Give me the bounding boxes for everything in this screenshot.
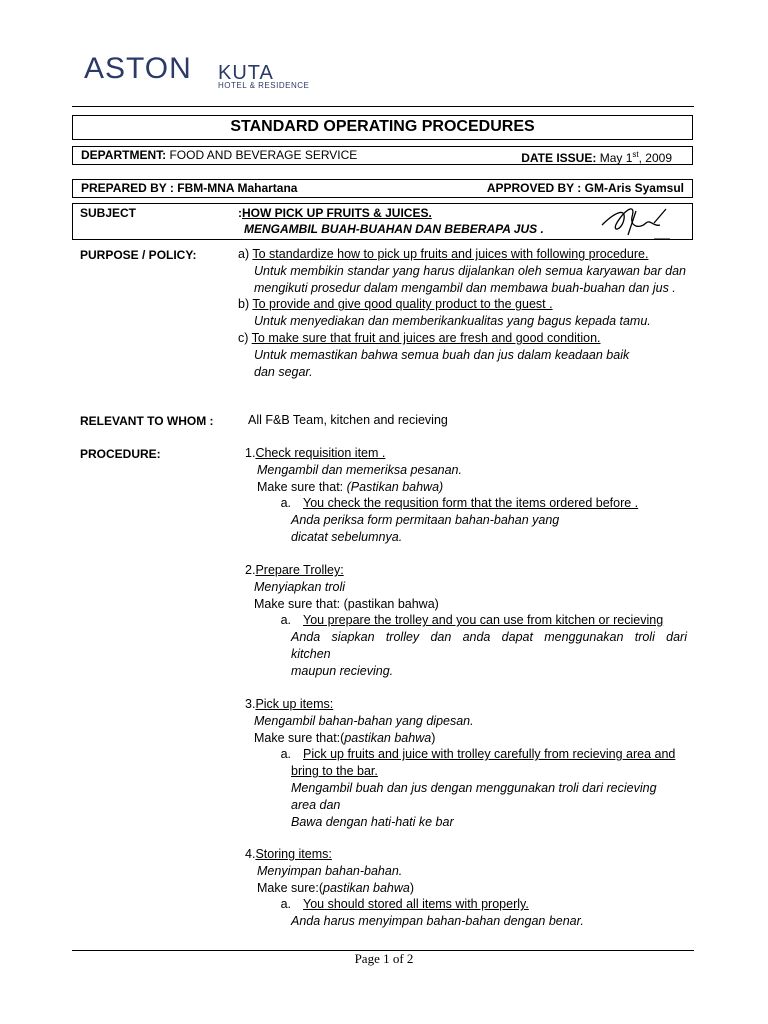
step4-make-end: ) (409, 880, 415, 895)
procedure-step-3 (245, 696, 690, 830)
step3-make-it: pastikan bahwa (344, 730, 432, 745)
step2-num: 2. (245, 563, 256, 577)
date-issue-value: May 1 (599, 151, 633, 165)
step2-a: a. (280, 613, 291, 628)
step2-a-it1: Anda siapkan trolley dan anda dapat menggunakan troli dari (291, 630, 687, 645)
subject-line2: MENGAMBIL BUAH-BUAHAN DAN BEBERAPA JUS . (244, 222, 544, 236)
step1-a-it1: Anda periksa form permitaan bahan-bahan yang (291, 513, 560, 528)
department-label: DEPARTMENT: (81, 148, 167, 162)
purpose-a: To standardize how to pick up fruits and juices with following procedure. (252, 247, 649, 261)
relevant-label: RELEVANT TO WHOM : (80, 414, 214, 428)
purpose-content (238, 246, 690, 380)
page-title: STANDARD OPERATING PROCEDURES (72, 115, 693, 140)
date-issue-year: , 2009 (638, 151, 672, 165)
logo-subtitle: HOTEL & RESIDENCE (218, 81, 310, 90)
step2-a-it3: maupun recieving. (291, 663, 394, 678)
department-value: FOOD AND BEVERAGE SERVICE (169, 148, 358, 162)
step1-a-text: You check the requsition form that the items ordered before . (303, 496, 639, 511)
procedure-step-1 (245, 445, 690, 546)
step2-title: Prepare Trolley: (255, 563, 344, 577)
step4-a: a. (280, 897, 291, 912)
department-row (72, 146, 693, 165)
subject-label: SUBJECT (80, 206, 137, 220)
subject-line1: HOW PICK UP FRUITS & JUICES. (242, 206, 432, 220)
subject-colon: : (238, 206, 242, 220)
step3-make: Make sure that:( (254, 730, 345, 745)
step4-make-it: pastikan bahwa (323, 880, 410, 895)
procedure-step-2 (245, 562, 690, 680)
purpose-b-prefix: b) (238, 297, 253, 312)
step3-a-it2: area dan (291, 797, 341, 812)
header-divider (72, 106, 694, 107)
step3-a-it3: Bawa dengan hati-hati ke bar (291, 814, 454, 829)
purpose-c-it1: Untuk memastikan bahwa semua buah dan jus dalam keadaan baik (254, 347, 630, 362)
step2-make: Make sure that: (pastikan bahwa) (254, 596, 439, 611)
step2-it: Menyiapkan troli (254, 579, 346, 594)
purpose-b-it: Untuk menyediakan dan memberikankualitas yang bagus kepada tamu. (254, 314, 651, 329)
step1-make-it: (Pastikan bahwa) (346, 479, 444, 494)
step4-a-text: You should stored all items with properly. (303, 897, 529, 912)
prepared-by: PREPARED BY : FBM-MNA Mahartana (81, 181, 298, 195)
purpose-c-prefix: c) (238, 330, 252, 345)
step4-it: Menyimpan bahan-bahan. (257, 863, 403, 878)
purpose-c-it2: dan segar. (254, 364, 313, 379)
purpose-b: To provide and give qood quality product to the guest . (252, 297, 553, 312)
step1-it: Mengambil dan memeriksa pesanan. (257, 462, 462, 477)
step3-a-text1: Pick up fruits and juice with trolley carefully from recieving area and (303, 747, 676, 762)
step4-make: Make sure:( (257, 880, 323, 895)
step4-title: Storing items: (255, 847, 332, 861)
step3-num: 3. (245, 697, 256, 711)
step2-a-text: You prepare the trolley and you can use from kitchen or recieving (303, 613, 664, 628)
step3-a-text2: bring to the bar. (291, 764, 378, 779)
step4-a-it: Anda harus menyimpan bahan-bahan dengan benar. (291, 914, 584, 929)
date-issue-sup: st (632, 150, 639, 159)
approved-by: APPROVED BY : GM-Aris Syamsul (486, 181, 684, 195)
purpose-a-it: Untuk membikin standar yang harus dijalankan oleh semua karyawan bar dan mengikuti prosedur dalam mengambil dan membawa buah-buahan dan jus . (254, 263, 686, 295)
date-issue-label: DATE ISSUE: (521, 151, 597, 165)
logo-brand: ASTON (84, 52, 192, 85)
signature-graphic (596, 199, 676, 245)
procedure-label: PROCEDURE: (80, 447, 161, 461)
subject-lines (238, 205, 544, 237)
page-number: Page 1 of 2 (354, 951, 414, 966)
logo-location: KUTA (218, 62, 274, 84)
purpose-label: PURPOSE / POLICY: (80, 248, 197, 262)
purpose-c: To make sure that fruit and juices are fresh and good condition. (251, 330, 601, 345)
step4-num: 4. (245, 847, 256, 861)
step1-num: 1. (245, 446, 256, 460)
step1-title: Check requisition item . (255, 446, 386, 460)
step3-a: a. (280, 747, 291, 762)
step2-a-it2: kitchen (291, 646, 331, 661)
procedure-step-4 (245, 846, 690, 930)
purpose-a-prefix: a) (238, 247, 253, 261)
step1-a-it2: dicatat sebelumnya. (291, 529, 403, 544)
prepared-approved-row (72, 179, 693, 198)
step3-a-it1: Mengambil buah dan jus dengan menggunakan troli dari recieving (291, 780, 657, 795)
step3-title: Pick up items: (255, 697, 334, 711)
step3-it: Mengambil bahan-bahan yang dipesan. (254, 713, 474, 728)
step1-make: Make sure that: (257, 479, 347, 494)
step1-a: a. (280, 496, 291, 511)
step3-make-end: ) (431, 730, 436, 745)
relevant-value: All F&B Team, kitchen and recieving (248, 413, 448, 427)
